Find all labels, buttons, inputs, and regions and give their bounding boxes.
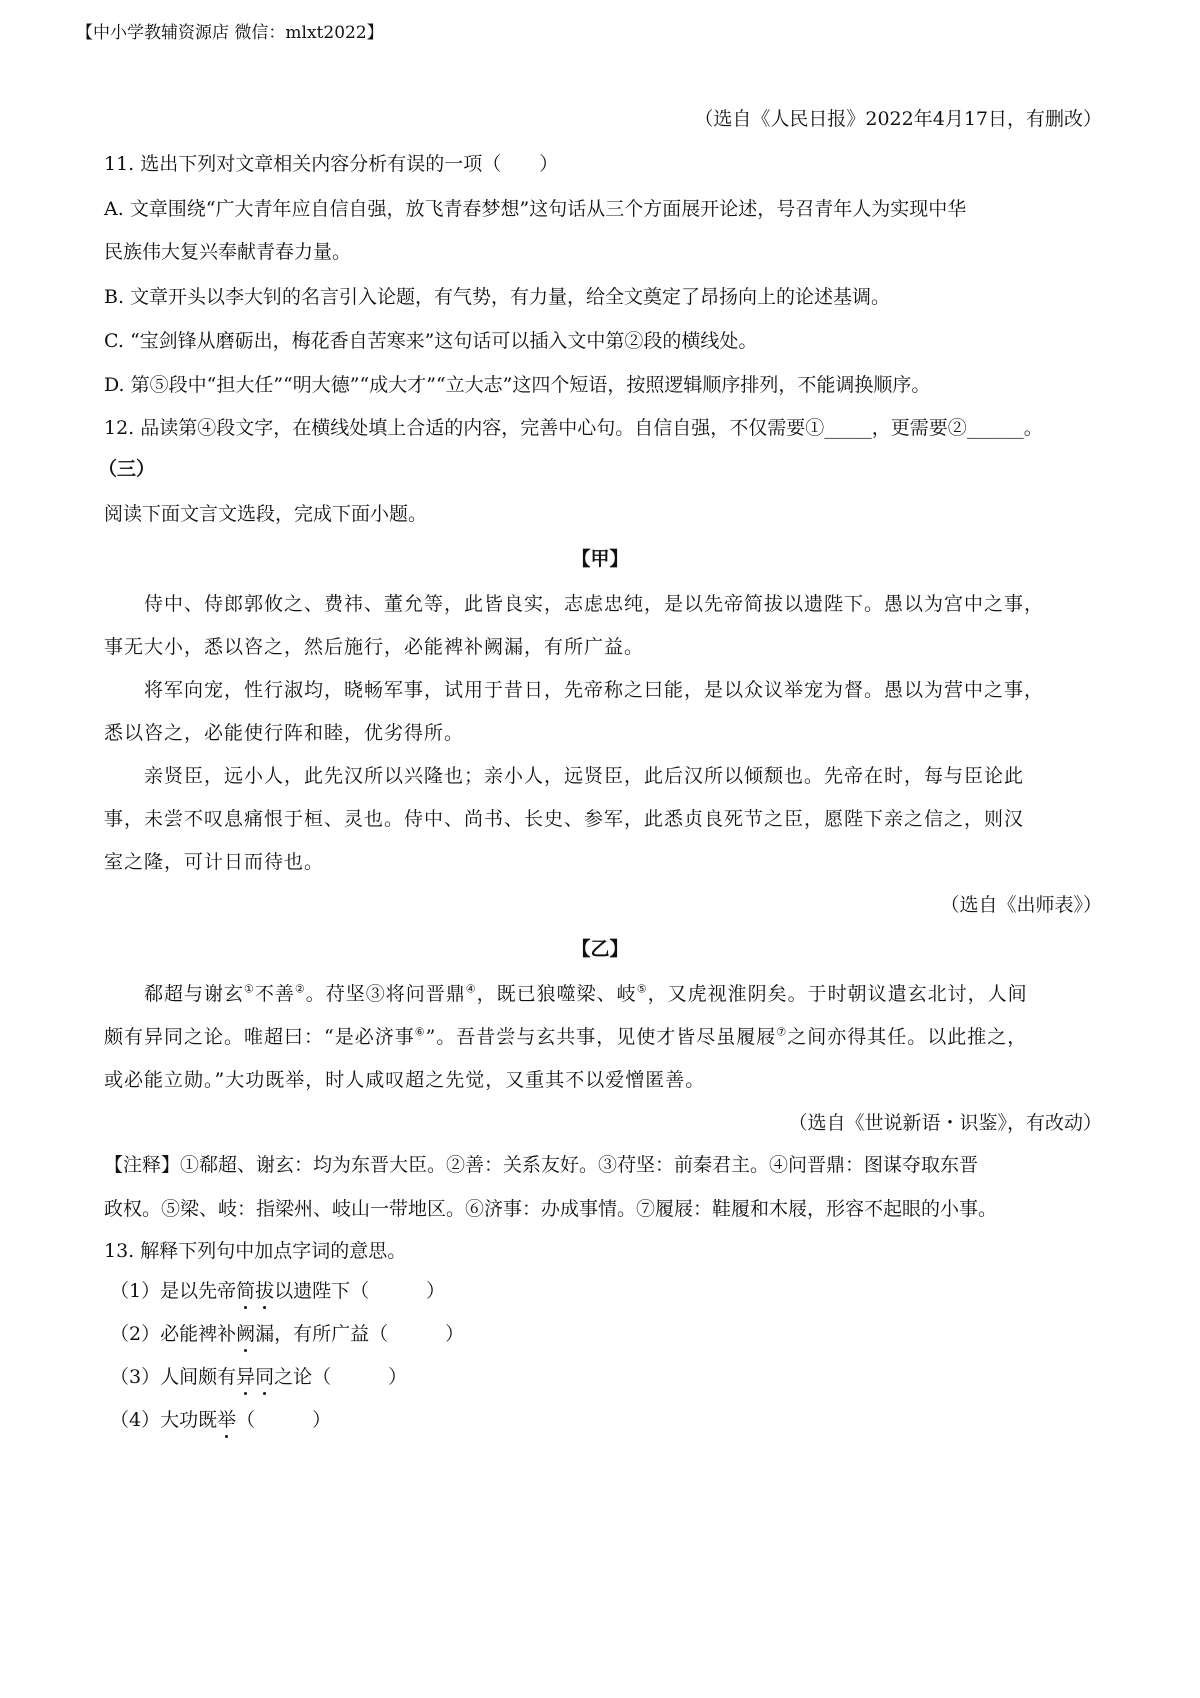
passage-jia-line: 事，未尝不叹息痛恨于桓、灵也。侍中、尚书、长史、参军，此悉贞良死节之臣，愿陛下亲之信之，则汉 — [104, 808, 1025, 830]
passage-yi-line: 或必能立勋。”大功既举，时人咸叹超之先觉，又重其不以爱憎匿善。 — [104, 1069, 706, 1091]
source-renmin-ribao: （选自《人民日报》2022年4月17日，有删改） — [694, 108, 1102, 130]
q13-item: （1）是以先帝简拔以遗陛下（ ） — [110, 1280, 446, 1302]
q13-item: （2）必能裨补阙漏，有所广益（ ） — [110, 1323, 465, 1345]
passage-jia-line: 悉以咨之，必能使行阵和睦，优劣得所。 — [104, 722, 465, 744]
q13-stem: 13. 解释下列句中加点字词的意思。 — [104, 1240, 407, 1262]
instruction: 阅读下面文言文选段，完成下面小题。 — [104, 503, 428, 525]
q11-stem: 11. 选出下列对文章相关内容分析有误的一项（ ） — [104, 153, 559, 175]
passage-jia-line: 事无大小，悉以咨之，然后施行，必能裨补阙漏，有所广益。 — [104, 636, 645, 658]
q11-option-c: C. “宝剑锋从磨砺出，梅花香自苦寒来”这句话可以插入文中第②段的横线处。 — [104, 330, 758, 352]
passage-yi-source: （选自《世说新语・识鉴》，有改动） — [788, 1112, 1102, 1134]
passage-jia-line: 将军向宠，性行淑均，晓畅军事，试用于昔日，先帝称之曰能，是以众议举宠为督。愚以为营中之事， — [104, 679, 1045, 701]
q13-item: （4）大功既举（ ） — [110, 1409, 332, 1431]
section-title: （三） — [98, 458, 156, 480]
q13-item: （3）人间颇有异同之论（ ） — [110, 1366, 408, 1388]
q11-option-a-line2: 民族伟大复兴奉献青春力量。 — [104, 241, 352, 263]
q11-option-d: D. 第⑤段中“担大任”“明大德”“成大才”“立大志”这四个短语，按照逻辑顺序排列，不能调换顺序。 — [104, 374, 931, 396]
q11-option-b: B. 文章开头以李大钊的名言引入论题，有气势，有力量，给全文奠定了昂扬向上的论述基调。 — [104, 286, 891, 308]
q12-stem: 12. 品读第④段文字，在横线处填上合适的内容，完善中心句。自信自强，不仅需要①_____，更需要②______。 — [104, 417, 1043, 439]
passage-yi-line: 郗超与谢玄①不善②。苻坚③将问晋鼎④，既已狼噬梁、岐⑤，又虎视淮阴矣。于时朝议遣玄北讨，人间 — [104, 982, 1028, 1005]
passage-jia-line: 室之隆，可计日而待也。 — [104, 851, 325, 873]
passage-yi-line: 颇有异同之论。唯超曰：“是必济事⑥”。吾昔尝与玄共事，见使才皆尽虽履屐⑦之间亦得其任。以此推之， — [104, 1025, 1028, 1048]
passage-jia-title: 【甲】 — [571, 548, 629, 570]
notes-line1: 【注释】①郗超、谢玄：均为东晋大臣。②善：关系友好。③苻坚：前秦君主。④问晋鼎：图谋夺取东晋 — [104, 1154, 979, 1176]
passage-jia-source: （选自《出师表》） — [940, 894, 1102, 916]
passage-yi-title: 【乙】 — [571, 938, 629, 960]
notes-line2: 政权。⑤梁、岐：指梁州、岐山一带地区。⑥济事：办成事情。⑦履屐：鞋履和木屐，形容不起眼的小事。 — [104, 1198, 998, 1220]
passage-jia-line: 侍中、侍郎郭攸之、费祎、董允等，此皆良实，志虑忠纯，是以先帝简拔以遗陛下。愚以为宫中之事， — [104, 593, 1045, 615]
header-watermark: 【中小学教辅资源店 微信：mlxt2022】 — [76, 23, 384, 43]
q11-option-a-line1: A. 文章围绕“广大青年应自信自强，放飞青春梦想”这句话从三个方面展开论述，号召青年人为实现中华 — [104, 198, 967, 220]
passage-jia-line: 亲贤臣，远小人，此先汉所以兴隆也；亲小人，远贤臣，此后汉所以倾颓也。先帝在时，每与臣论此 — [104, 765, 1025, 787]
